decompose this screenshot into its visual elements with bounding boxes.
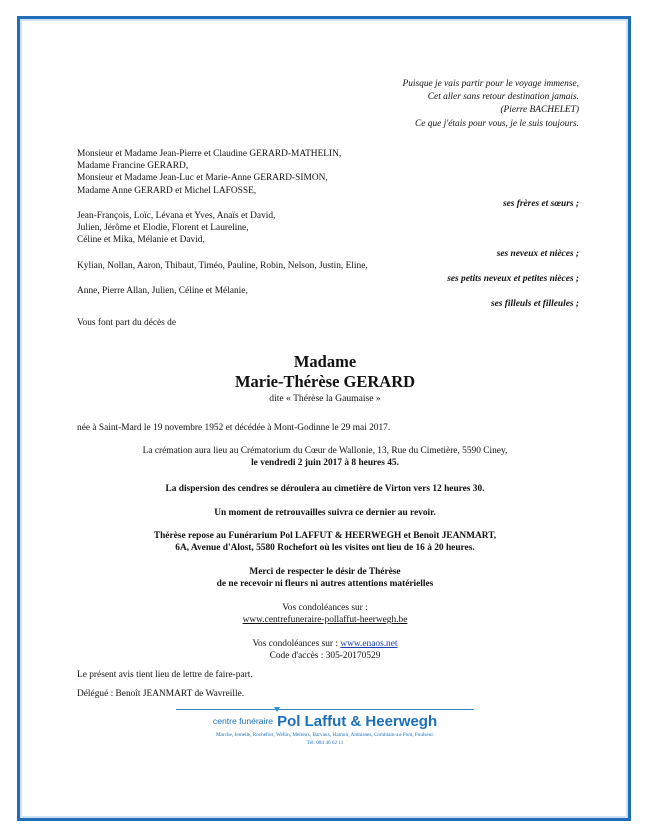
deceased-block	[0, 352, 650, 406]
wishes-line: de ne recevoir ni fleurs ni autres attentions matérielles	[216, 579, 434, 590]
deceased-name: Marie-Thérèse GERARD	[234, 372, 416, 391]
condolences-link-enaos[interactable]: www.enaos.net	[340, 639, 398, 649]
family-line: Céline et Mika, Mélanie et David,	[77, 235, 205, 246]
deceased-title: Madame	[293, 352, 357, 371]
family-line: Anne, Pierre Allan, Julien, Céline et Mélanie,	[77, 286, 248, 297]
notice-text: Le présent avis tient lieu de lettre de faire-part.	[77, 670, 253, 680]
condolences-label: Vos condoléances sur :	[282, 603, 368, 613]
relation-godchildren: ses filleuls et filleules ;	[490, 299, 579, 310]
access-code: Code d'accès : 305-20170529	[269, 651, 381, 662]
family-line: Jean-François, Loïc, Lévana et Yves, Anaïs et David,	[77, 211, 276, 222]
quote-line: Ce que j'étais pour vous, je le suis toujours.	[415, 118, 579, 129]
deceased-nickname: dite « Thérèse la Gaumaise »	[269, 393, 381, 404]
family-line: Julien, Jérôme et Elodie, Florent et Laureline,	[77, 223, 249, 234]
family-list	[77, 148, 579, 329]
relation-siblings: ses frères et sœurs ;	[502, 198, 579, 209]
birth-death-line: née à Saint-Mard le 19 novembre 1952 et décédée à Mont-Godinne le 29 mai 2017.	[77, 423, 391, 433]
cremation-place: La crémation aura lieu au Crématorium du Cœur de Wallonie, 13, Rue du Cimetière, 5590 Ciney,	[142, 446, 508, 456]
logo-prefix: centre funéraire	[212, 716, 274, 726]
logo-brand	[277, 713, 437, 730]
wishes-line: Merci de respecter le désir de Thérèse	[249, 567, 401, 577]
epigraph-quote	[402, 78, 579, 131]
cremation-info	[0, 445, 650, 470]
delegate-text: Délégué : Benoît JEANMART de Wavreille.	[77, 689, 245, 699]
family-line: Madame Anne GERARD et Michel LAFOSSE,	[77, 185, 257, 196]
gathering-info: Un moment de retrouvailles suivra ce dernier au revoir.	[214, 508, 436, 518]
quote-author: (Pierre BACHELET)	[500, 105, 579, 116]
logo-mark-icon	[274, 707, 280, 712]
quote-line: Cet aller sans retour destination jamais.	[427, 92, 579, 103]
cremation-date: le vendredi 2 juin 2017 à 8 heures 45.	[251, 458, 399, 469]
resting-line: 6A, Avenue d'Alost, 5580 Rochefort où les visites ont lieu de 16 à 20 heures.	[175, 543, 475, 554]
family-line: Madame Francine GERARD,	[77, 161, 189, 172]
family-line: Monsieur et Madame Jean-Luc et Marie-Anne GERARD-SIMON,	[77, 173, 328, 184]
resting-info	[0, 530, 650, 555]
announcement-text: Vous font part du décès de	[77, 317, 177, 328]
condolences-link-funeral-home[interactable]: www.centrefuneraire-pollaffut-heerwegh.be	[242, 615, 408, 626]
page-border	[17, 16, 631, 821]
condolences-block-1	[0, 602, 650, 627]
logo-towns: Marche, Jemelle, Rochefort, Wellin, Melreux, Barvaux, Hamoir, Anthisnes, Comblain-au-Pont, Poulseur.	[215, 732, 435, 738]
condolences-block-2	[0, 638, 650, 663]
dispersion-info: La dispersion des cendres se déroulera au cimetière de Virton vers 12 heures 30.	[165, 484, 485, 494]
wishes-info	[0, 566, 650, 591]
logo-phone: Tél: 084 46 62 11	[306, 740, 344, 746]
relation-grand-nephews: ses petits neveux et petites nièces ;	[447, 274, 579, 285]
condolences-label: Vos condoléances sur :	[252, 639, 341, 649]
logo-divider	[176, 709, 474, 710]
funeral-home-logo	[0, 713, 650, 747]
family-line: Monsieur et Madame Jean-Pierre et Claudine GERARD-MATHELIN,	[77, 149, 342, 159]
quote-line: Puisque je vais partir pour le voyage immense,	[402, 79, 579, 89]
logo-brand-text: Pol Laffut & Heerwegh	[277, 713, 438, 730]
family-line: Kylian, Nollan, Aaron, Thibaut, Timéo, Pauline, Robin, Nelson, Justin, Eline,	[77, 260, 368, 271]
relation-nephews: ses neveux et nièces ;	[496, 248, 579, 259]
resting-line: Thérèse repose au Funérarium Pol LAFFUT & HEERWEGH et Benoît JEANMART,	[153, 531, 497, 541]
